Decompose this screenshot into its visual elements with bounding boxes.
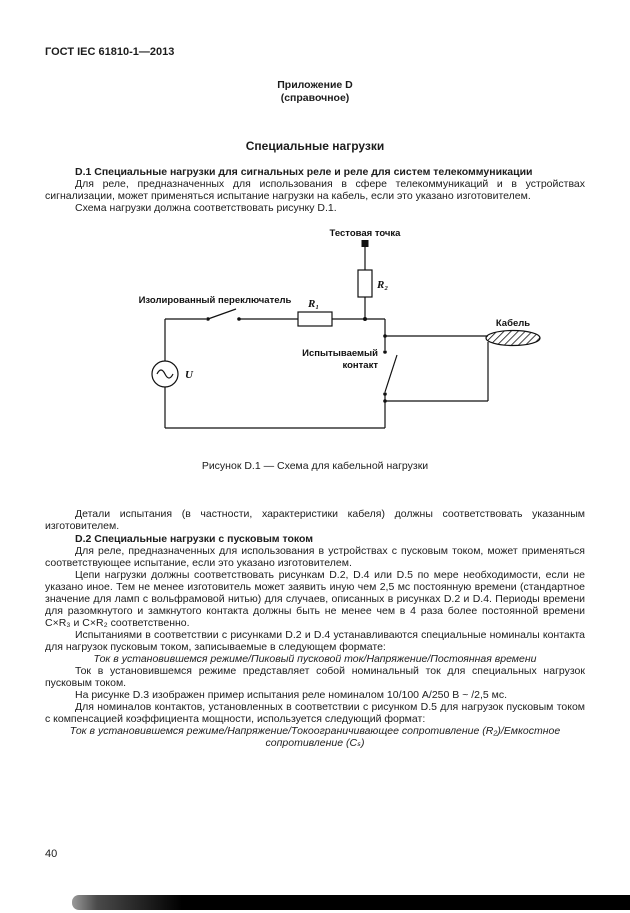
- figure-d1-circuit: [45, 224, 585, 449]
- section-d1-heading: D.1 Специальные нагрузки для сигнальных реле и реле для систем телекоммуникации: [75, 166, 533, 178]
- contact-under-test-symbol: [383, 319, 397, 428]
- r1-label: R₁: [308, 298, 320, 310]
- resistor-r2: [358, 270, 372, 297]
- resistor-r1: [298, 312, 332, 326]
- section-d2-heading: D.2 Специальные нагрузки с пусковым током: [75, 533, 314, 545]
- paragraph-d2-3: Испытаниями в соответствии с рисунками D.2 и D.4 устанавливаются специальные номиналы контакта для нагрузок пусковым током, записываемые в следующем формате:: [45, 629, 585, 653]
- format-line-1: Ток в установившемся режиме/Пиковый пусковой ток/Напряжение/Постоянная времени: [93, 653, 537, 665]
- source-label: U: [185, 369, 193, 381]
- paragraph-d1-3: Детали испытания (в частности, характеристики кабеля) должны соответствовать указанным изготовителем.: [45, 508, 585, 532]
- contact-label-line1: Испытываемый: [302, 348, 378, 359]
- cable-connection: [385, 336, 488, 401]
- page-number: 40: [45, 848, 58, 860]
- paragraph-d2-6: Для номиналов контактов, установленных в соответствии с рисунком D.5 для нагрузок пусковым током с компенсацией коэффициента мощности, используется следующий формат:: [45, 701, 585, 725]
- paragraph-d2-4: Ток в установившемся режиме представляет собой номинальный ток для специальных нагрузок пусковым током.: [45, 665, 585, 689]
- paragraph-d2-5: На рисунке D.3 изображен пример испытания реле номиналом 10/100 А/250 В ~ /2,5 мс.: [75, 689, 508, 701]
- doc-header: ГОСТ IEC 61810-1—2013: [45, 46, 175, 58]
- format-line-2: Ток в установившемся режиме/Напряжение/Токоограничивающее сопротивление (R₂)/Емкостное сопротивление (Cₛ): [69, 725, 561, 749]
- scan-artifact-bar: [72, 895, 630, 910]
- annex-title: Специальные нагрузки: [245, 139, 385, 153]
- isolated-switch-symbol: [165, 309, 298, 321]
- paragraph-d1-1: Для реле, предназначенных для использования в сфере телекоммуникаций и в устройствах сигнализации, может применяться испытание нагрузки на кабель, если это указано изготовителем.: [45, 178, 585, 202]
- annex-type: (справочное): [280, 92, 350, 104]
- test-point-label: Тестовая точка: [329, 228, 401, 239]
- paragraph-d2-1: Для реле, предназначенных для использования в устройствах с пусковым током, может применяться соответствующее испытание, если это указано изготовителем.: [45, 545, 585, 569]
- paragraph-d2-2: Цепи нагрузки должны соответствовать рисункам D.2, D.4 или D.5 по мере необходимости, если не указано иное. Тем не менее изготовитель может заявить иную чем 2,5 мс постоянную времени (стандартное значение для ламп с вольфрамовой нитью) для случаев, описанных в рисунках D.2 и D.4. Периоды времени для разомкнутого и замкнутого контакта должны быть не менее чем в 4 раза более постоянной времени C×R₃ и C×R₂ соответственно.: [45, 569, 585, 629]
- figure-d1-caption: Рисунок D.1 — Схема для кабельной нагрузки: [201, 460, 429, 472]
- r2-branch: [358, 247, 372, 321]
- contact-label-line2: контакт: [342, 360, 378, 371]
- annex-label: Приложение D: [277, 79, 353, 91]
- isolated-switch-label: Изолированный переключатель: [138, 295, 292, 306]
- test-point-terminal: [362, 240, 369, 247]
- paragraph-d1-2: Схема нагрузки должна соответствовать рисунку D.1.: [75, 202, 337, 214]
- figure-d1: [45, 224, 585, 454]
- cable-label: Кабель: [495, 318, 531, 329]
- cable-symbol: [486, 331, 540, 346]
- r2-label: R₂: [377, 279, 389, 291]
